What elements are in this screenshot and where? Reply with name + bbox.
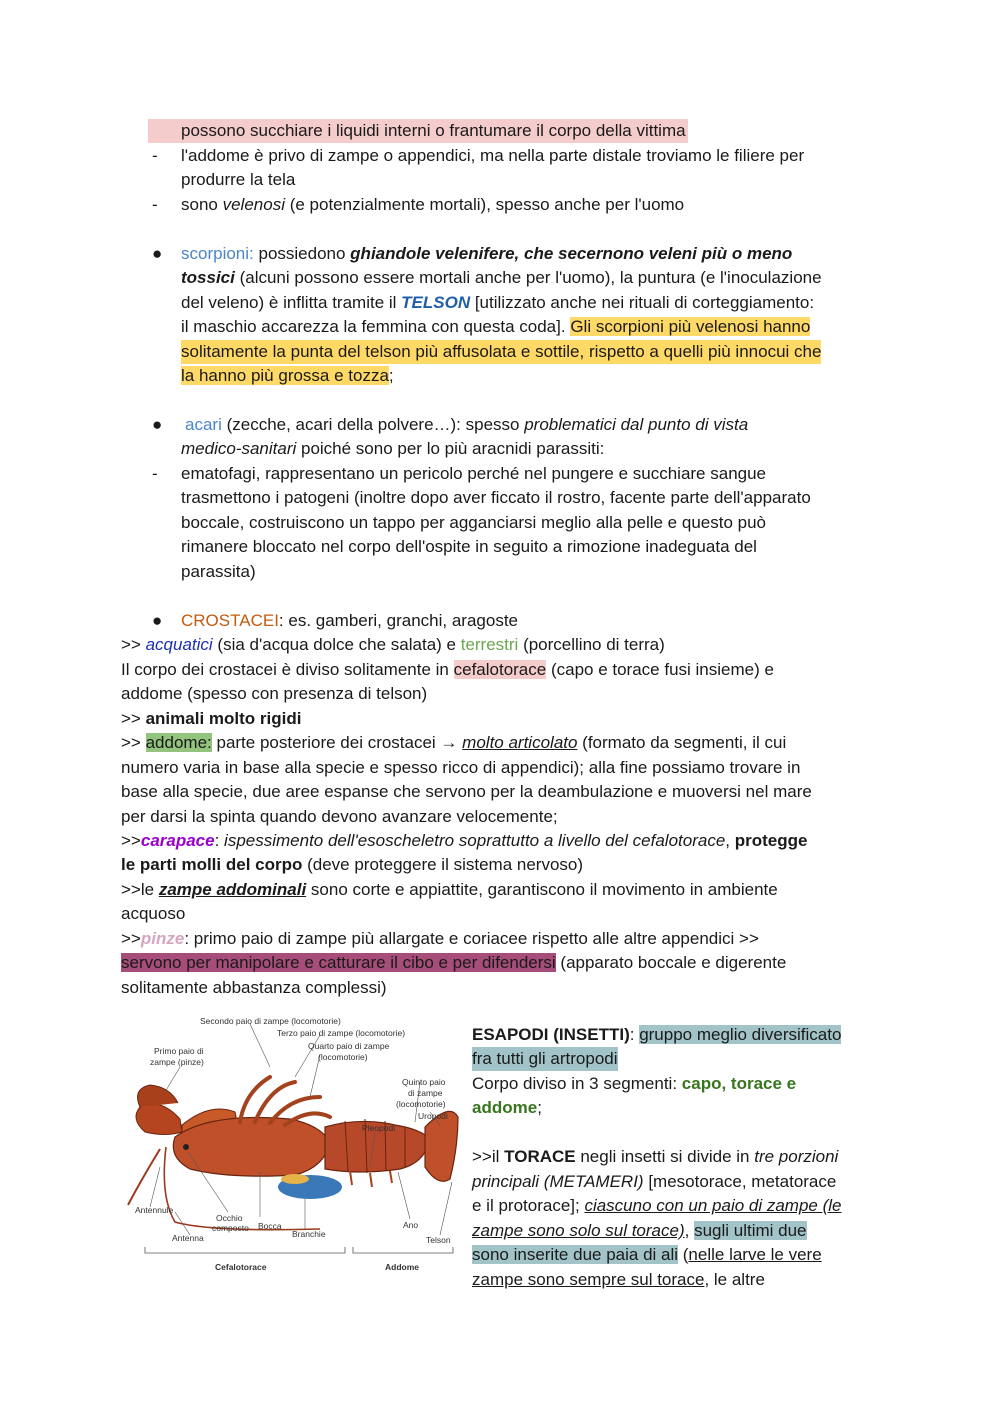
paragraph-line: Il corpo dei crostacei è diviso solitamente in cefalotorace (capo e torace fusi insieme) e (121, 660, 774, 679)
figure-label: Uropodi (418, 1111, 448, 1121)
esapodi-line: e il protorace]; ciascuno con un paio di zampe (le (472, 1196, 842, 1215)
acari-line: acari (zecche, acari della polvere…): spesso problematici dal punto di vista (185, 415, 749, 434)
round-bullet: ● (152, 611, 163, 630)
scorpioni-line: tossici (alcuni possono essere mortali anche per l'uomo), la puntura (e l'inoculazione (181, 268, 822, 287)
esapodi-line: zampe sono solo sul torace), sugli ultimi due (472, 1221, 807, 1240)
round-bullet: ● (152, 415, 163, 434)
paragraph-line: addome (spesso con presenza di telson) (121, 684, 428, 703)
esapodi-line: sono inserite due paia di ali (nelle larve le vere (472, 1245, 822, 1264)
acari-sub: parassita) (181, 562, 256, 581)
esapodi-line: principali (METAMERI) [mesotorace, metatorace (472, 1172, 837, 1191)
esapodi-heading: ESAPODI (INSETTI): gruppo meglio diversificato (472, 1025, 842, 1044)
dash-bullet: - (152, 146, 158, 165)
crayfish-anatomy-figure (120, 1007, 460, 1277)
scorpioni-line: del veleno) è inflitta tramite il TELSON [utilizzato anche nei rituali di corteggiamento: (181, 293, 815, 312)
paragraph-line: >> acquatici (sia d'acqua dolce che salata) e terrestri (porcellino di terra) (121, 635, 665, 654)
paragraph-line: >> animali molto rigidi (121, 709, 302, 728)
figure-label: Quinto paio (402, 1077, 446, 1087)
figure-label: Antennule (135, 1205, 174, 1215)
list-item: possono succhiare i liquidi interni o frantumare il corpo della vittima (148, 119, 688, 143)
scorpioni-line: la hanno più grossa e tozza; (181, 366, 394, 385)
paragraph-line: >>carapace: ispessimento dell'esoscheletro soprattutto a livello del cefalotorace, protegge (121, 831, 808, 850)
list-item: sono velenosi (e potenzialmente mortali), spesso anche per l'uomo (181, 195, 685, 214)
acari-sub: ematofagi, rappresentano un pericolo perché nel pungere e succhiare sangue (181, 464, 767, 483)
figure-label: di zampe (408, 1088, 443, 1098)
scorpioni-line: solitamente la punta del telson più affusolata e sottile, rispetto a quelli più innocui che (181, 340, 821, 364)
paragraph-line: le parti molli del corpo (deve proteggere il sistema nervoso) (121, 855, 584, 874)
acari-term: acari (185, 415, 222, 434)
figure-label: composto (212, 1223, 249, 1233)
paragraph-line: solitamente abbastanza complessi) (121, 978, 387, 997)
esapodi-line: zampe sono sempre sul torace, le altre (472, 1270, 765, 1289)
list-item: l'addome è privo di zampe o appendici, ma nella parte distale troviamo le filiere per (181, 146, 805, 165)
figure-label: Occhio (216, 1213, 243, 1223)
figure-label: Branchie (292, 1229, 326, 1239)
paragraph-line: >>le zampe addominali sono corte e appiattite, garantiscono il movimento in ambiente (121, 880, 778, 899)
acari-sub: boccale, costruiscono un tappo per agganciarsi meglio alla pelle e questo può (181, 513, 766, 532)
acari-sub: rimanere bloccato nel corpo dell'ospite in seguito a rimozione inadeguata del (181, 537, 757, 556)
figure-label: Antenna (172, 1233, 204, 1243)
paragraph-line: >> addome: parte posteriore dei crostacei → molto articolato (formato da segmenti, il cui (121, 733, 787, 752)
acari-sub: trasmettono i patogeni (inoltre dopo aver ficcato il rostro, facente parte dell'apparato (181, 488, 811, 507)
scorpioni-term: scorpioni: (181, 244, 254, 263)
dash-bullet: - (152, 195, 158, 214)
figure-label: Terzo paio di zampe (locomotorie) (277, 1028, 406, 1038)
figure-label: Pleopodi (362, 1123, 396, 1133)
acari-line: medico-sanitari poiché sono per lo più aracnidi parassiti: (181, 439, 605, 458)
telson-term: TELSON (401, 293, 471, 312)
esapodi-line: addome; (472, 1098, 542, 1117)
paragraph-line: >>pinze: primo paio di zampe più allargate e coriacee rispetto alle altre appendici >> (121, 929, 759, 948)
paragraph-line: base alla specie, due aree espanse che servono per la deambulazione e muoversi nel mare (121, 782, 812, 801)
list-item-continuation: produrre la tela (181, 170, 296, 189)
figure-label: Secondo paio di zampe (locomotorie) (200, 1016, 341, 1026)
figure-label: (locomotorie) (396, 1099, 446, 1109)
esapodi-line: >>il TORACE negli insetti si divide in tre porzioni (472, 1147, 839, 1166)
scorpioni-line: il maschio accarezza la femmina con questa coda]. Gli scorpioni più velenosi hanno (181, 317, 811, 336)
figure-label: Telson (426, 1235, 451, 1245)
figure-label: Quarto paio di zampe (308, 1041, 390, 1051)
figure-label: Primo paio di (154, 1046, 204, 1056)
crostacei-term: CROSTACEI (181, 611, 279, 630)
esapodi-line: Corpo diviso in 3 segmenti: capo, torace e (472, 1074, 797, 1093)
paragraph-line: acquoso (121, 904, 186, 923)
figure-label: Bocca (258, 1221, 282, 1231)
paragraph-line: numero varia in base alla specie e spesso ricco di appendici); alla fine possiamo trovare in (121, 758, 801, 777)
dash-bullet: - (152, 464, 158, 483)
figure-label: Cefalotorace (215, 1262, 267, 1272)
paragraph-line: servono per manipolare e catturare il cibo e per difendersi (apparato boccale e digerente (121, 953, 787, 972)
figure-label: (locomotorie) (318, 1052, 368, 1062)
scorpioni-line: scorpioni: possiedono ghiandole velenifere, che secernono veleni più o meno (181, 244, 793, 263)
figure-label: zampe (pinze) (150, 1057, 204, 1067)
figure-label: Ano (403, 1220, 419, 1230)
round-bullet: ● (152, 244, 163, 263)
figure-label: Addome (385, 1262, 419, 1272)
paragraph-line: per darsi la spinta quando devono avanzare velocemente; (121, 807, 558, 826)
esapodi-line: fra tutti gli artropodi (472, 1047, 618, 1071)
crostacei-heading: CROSTACEI: es. gamberi, granchi, aragoste (181, 611, 518, 630)
